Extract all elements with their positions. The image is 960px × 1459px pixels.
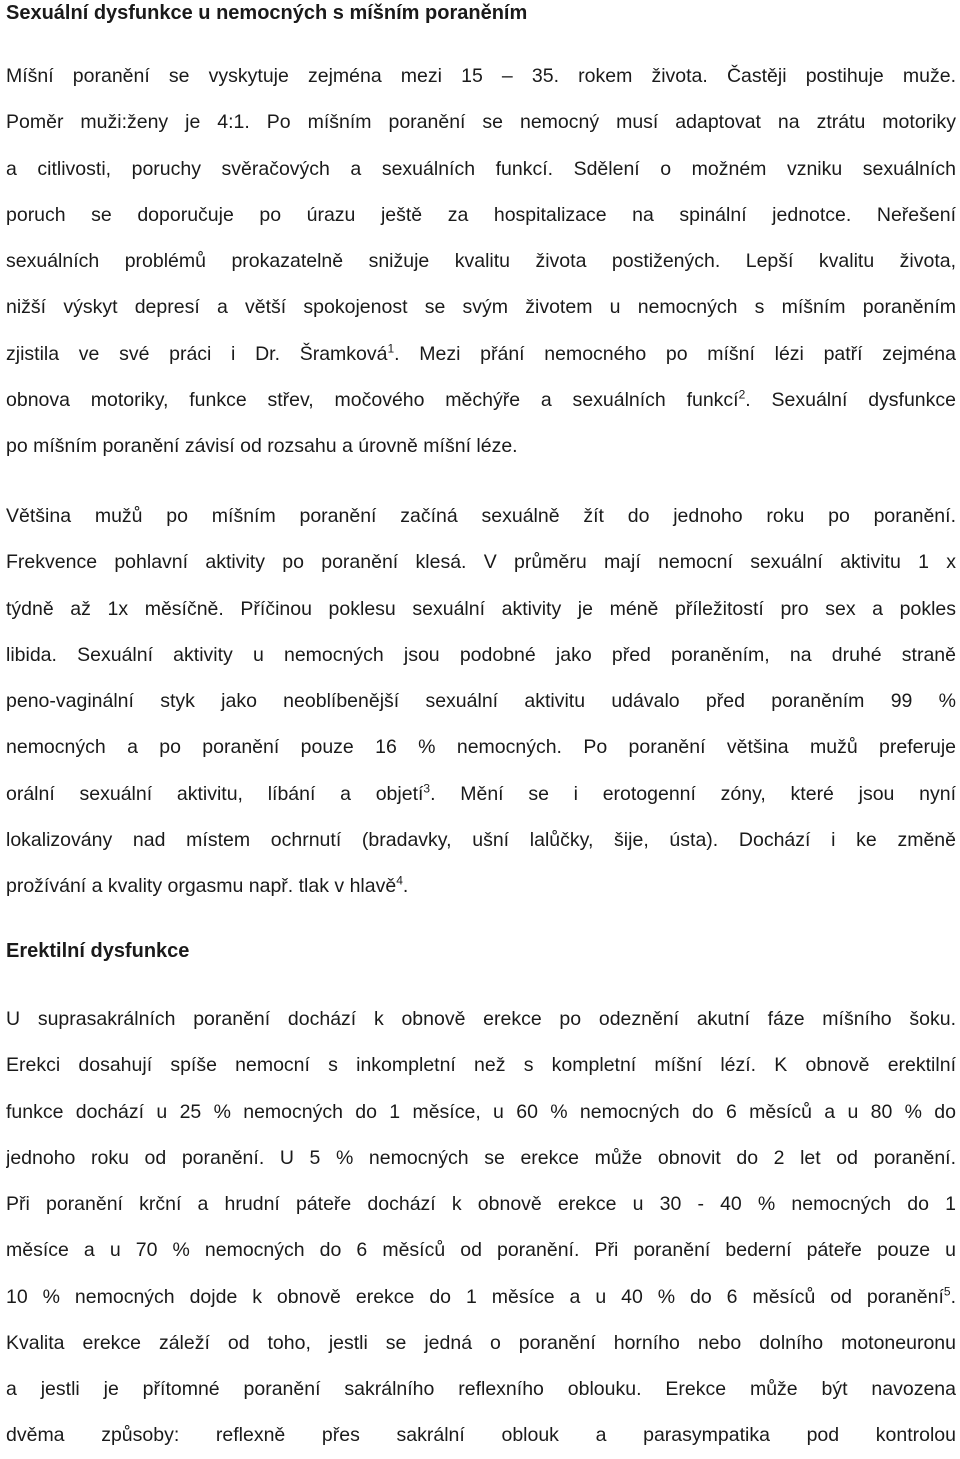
text-line: dvěma způsoby: reflexně přes sakrální oblouk a parasympatika pod kontrolou — [6, 1424, 956, 1447]
text-line: Většina mužů po míšním poranění začíná sexuálně žít do jednoho roku po poranění. — [6, 505, 956, 527]
section-heading: Erektilní dysfunkce — [6, 940, 190, 962]
text-line: zjistila ve své práci i Dr. Šramková$^1$. Mezi přání nemocného po míšní lézi patří zejména — [6, 341, 956, 365]
text-line: lokalizovány nad místem ochrnutí (bradavky, ušní lalůčky, šije, ústa). Dochází i ke změně — [6, 828, 956, 851]
text-line: Při poranění krční a hrudní páteře dochází k obnově erekce u 30 - 40 % nemocných do 1 — [6, 1193, 956, 1215]
text-line: orální sexuální aktivitu, líbání a objetí$^3$. Mění se i erotogenní zóny, které jsou nyní — [6, 781, 956, 805]
text-line: a citlivosti, poruchy svěračových a sexuálních funkcí. Sdělení o možném vzniku sexuálních — [6, 157, 956, 180]
text-line: nemocných a po poranění pouze 16 % nemocných. Po poranění většina mužů preferuje — [6, 736, 956, 759]
text-line: funkce dochází u 25 % nemocných do 1 měsíce, u 60 % nemocných do 6 měsíců a u 80 % do — [6, 1100, 956, 1123]
footnote-ref: 2 — [738, 387, 746, 402]
text-line: prožívání a kvality orgasmu např. tlak v hlavě$^4$. — [6, 873, 409, 897]
paragraph-2 — [6, 493, 956, 909]
text-line: sexuálních problémů prokazatelně snižuje kvalitu života postižených. Lepší kvalitu života, — [6, 250, 956, 272]
text-line: po míšním poranění závisí od rozsahu a úrovně míšní léze. — [6, 435, 518, 457]
text-line: Erekci dosahují spíše nemocní s inkompletní než s kompletní míšní lézí. K obnově erektilní — [6, 1054, 956, 1077]
footnote-ref: 5 — [943, 1284, 951, 1298]
text-line: Frekvence pohlavní aktivity po poranění klesá. V průměru mají nemocní sexuální aktivitu 1 x — [6, 551, 956, 574]
text-line: nižší výskyt depresí a větší spokojenost se svým životem u nemocných s míšním poraněním — [6, 296, 956, 319]
text-line: obnova motoriky, funkce střev, močového měchýře a sexuálních funkcí$^2$. Sexuální dysfunkce — [6, 387, 956, 411]
text-line: U suprasakrálních poranění dochází k obnově erekce po odeznění akutní fáze míšního šoku. — [6, 1008, 956, 1030]
text-line: peno-vaginální styk jako neoblíbenější sexuální aktivitu udávalo před poraněním 99 % — [6, 690, 956, 712]
paragraph-3 — [6, 996, 956, 1459]
text-line: poruch se doporučuje po úrazu ještě za hospitalizace na spinální jednotce. Neřešení — [6, 203, 956, 226]
text-line: Míšní poranění se vyskytuje zejména mezi 15 – 35. rokem života. Častěji postihuje muže. — [6, 65, 956, 87]
text-line: a jestli je přítomné poranění sakrálního reflexního oblouku. Erekce může být navozena — [6, 1378, 956, 1400]
text-line: jednoho roku od poranění. U 5 % nemocných se erekce může obnovit do 2 let od poranění. — [6, 1146, 956, 1169]
footnote-ref: 3 — [423, 781, 431, 795]
text-line: 10 % nemocných dojde k obnově erekce do 1 měsíce a u 40 % do 6 měsíců od poranění$^5$. — [6, 1284, 956, 1308]
text-line: měsíce a u 70 % nemocných do 6 měsíců od poranění. Při poranění bederní páteře pouze u — [6, 1239, 956, 1262]
page-title: Sexuální dysfunkce u nemocných s míšním poraněním — [6, 2, 528, 24]
text-line: Kvalita erekce záleží od toho, jestli se jedná o poranění horního nebo dolního motoneuronu — [6, 1331, 956, 1354]
text-line: týdně až 1x měsíčně. Příčinou poklesu sexuální aktivity je méně příležitostí pro sex a pokles — [6, 597, 956, 620]
paragraph-1 — [6, 53, 956, 469]
text-line: Poměr muži:ženy je 4:1. Po míšním poranění se nemocný musí adaptovat na ztrátu motoriky — [6, 111, 956, 134]
footnote-ref: 1 — [387, 341, 395, 355]
footnote-ref: 4 — [396, 873, 403, 888]
text-line: libida. Sexuální aktivity u nemocných jsou podobné jako před poraněním, na druhé straně — [6, 643, 956, 666]
